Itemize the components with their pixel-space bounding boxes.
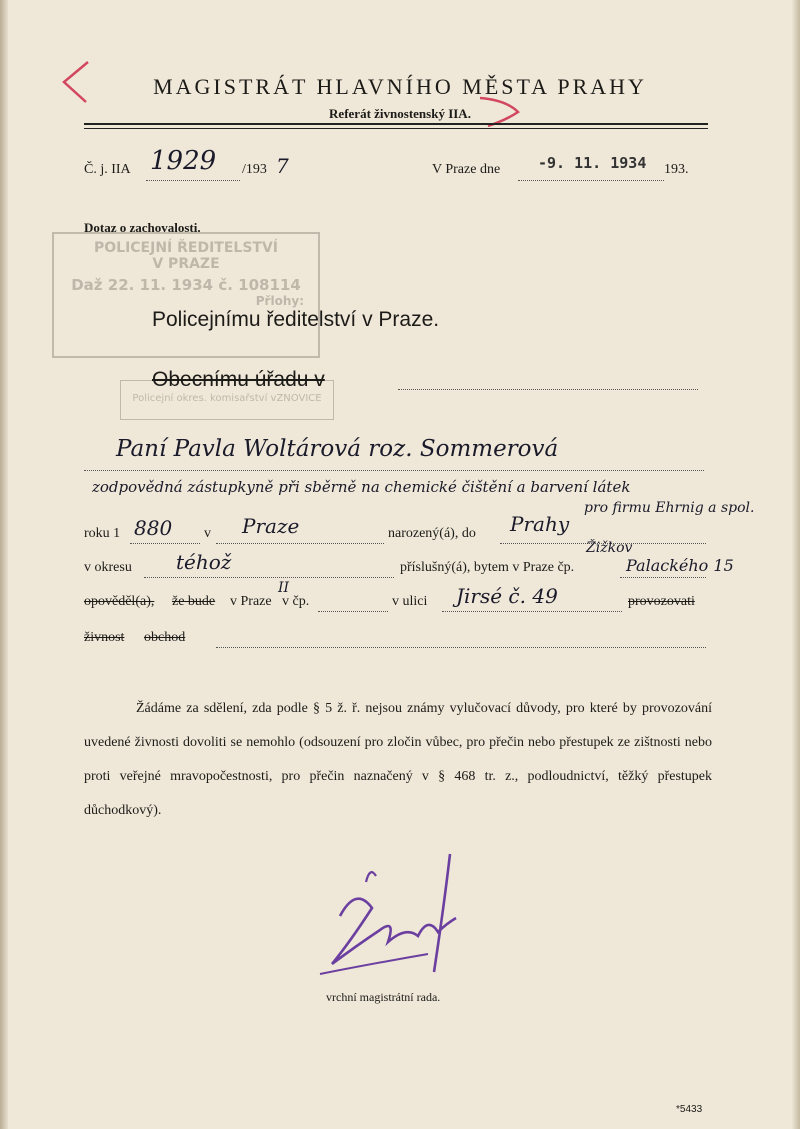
cp-label: v čp. (282, 594, 310, 609)
cj-dotline (146, 180, 240, 181)
cp-dotline (620, 577, 706, 578)
obecni-dotline (398, 389, 698, 390)
header-rule-thick (84, 123, 708, 125)
request-paragraph: Žádáme za sdělení, zda podle § 5 ž. ř. nejsou známy vylučovací důvody, pro které by provozování uvedené živnosti dovoliti se nemohlo (odsouzení pro zločin vůbec, pro přečin nebo přestupek ze zištnosti nebo proti veřejné mravopočestnosti, pro přečin naznačený v § 468 tr. z., podloudnictví, těžký přestupek důchodkový). (84, 701, 712, 818)
zivnost-dotline (216, 647, 706, 648)
okres-value-handwritten: téhož (176, 550, 232, 574)
provozovati-label-struck: provozovati (628, 594, 695, 609)
obchod-label (144, 630, 185, 646)
roku-value-handwritten: 880 (134, 516, 173, 540)
bytem-value-handwritten: Palackého 15 (626, 556, 734, 575)
stamp-line5: Policejní okres. komisařství vZNOVICE (132, 393, 322, 404)
okres-label: v okresu (84, 560, 132, 575)
cj-year-suffix-handwritten: 7 (276, 154, 289, 178)
name-dotline (84, 470, 704, 471)
addressee-police: Policejnímu ředitelství v Praze. (152, 308, 440, 331)
do-value-handwritten: Prahy (510, 512, 570, 536)
v-label: v (204, 526, 211, 541)
vpraze-label: v Praze (230, 594, 272, 609)
stamp-line1: POLICEJNÍ ŘEDITELSTVÍ (93, 240, 279, 256)
vpraze-cp-dotline (318, 611, 388, 612)
bytem-prefix-handwritten: Žižkov (586, 540, 633, 556)
document-header-title: MAGISTRÁT HLAVNÍHO MĚSTA PRAHY (153, 74, 647, 99)
form-code: *5433 (676, 1104, 703, 1115)
v-value-handwritten: Praze (242, 514, 300, 538)
applicant-name-handwritten: Paní Pavla Woltárová roz. Sommerová (116, 436, 559, 462)
page-edge-left (0, 0, 8, 1129)
police-receipt-stamp (52, 232, 320, 358)
okres-dotline (144, 577, 394, 578)
district-value-handwritten: II (278, 580, 290, 596)
place-date-label: V Praze dne (432, 162, 501, 177)
zivnost-label-struck: živnost (84, 630, 125, 645)
cj-label: Č. j. IIA (84, 162, 131, 177)
date-year-suffix: 193. (664, 162, 689, 177)
header-rule-thin (84, 128, 708, 129)
ulici-value-handwritten: Jirsé č. 49 (456, 584, 558, 608)
prislusny-label: příslušný(á), bytem v Praze čp. (400, 560, 575, 575)
stamp-line3: Daž 22. 11. 1934 č. 108114 (71, 276, 301, 294)
v-dotline (216, 543, 384, 544)
subject-line: Dotaz o zachovalosti. (84, 220, 201, 235)
addressee-obecni-struck: Obecnímu úřadu v (152, 368, 325, 391)
signature-title: vrchní magistrátní rada. (326, 990, 441, 1004)
page-edge-right (792, 0, 800, 1129)
date-stamp: -9. 11. 1934 (538, 154, 647, 172)
zebude-label-struck: že bude (172, 594, 216, 609)
ulici-dotline (442, 611, 622, 612)
date-dotline (518, 180, 664, 181)
stamp-line4: Přlohy: (255, 294, 304, 308)
applicant-role-handwritten: zodpovědná zástupkyně při sběrně na chemické čištění a barvení látek (92, 478, 631, 496)
cj-number-handwritten: 1929 (150, 146, 217, 176)
opoved-label-struck: opověděl(a), (84, 594, 155, 609)
ulici-label: v ulici (392, 594, 428, 609)
applicant-firm-handwritten: pro firmu Ehrnig a spol. (584, 500, 755, 516)
obchod-label-text: obchod (144, 630, 186, 645)
signature-scribble (310, 846, 480, 982)
cj-year-prefix: /193 (242, 162, 267, 177)
roku-dotline (130, 543, 200, 544)
roku-label: roku 1 (84, 526, 121, 541)
stamp-line2: V PRAZE (152, 256, 220, 272)
narozen-label: narozený(á), do (388, 526, 476, 541)
document-header-subtitle: Referát živnostenský IIA. (329, 106, 471, 121)
